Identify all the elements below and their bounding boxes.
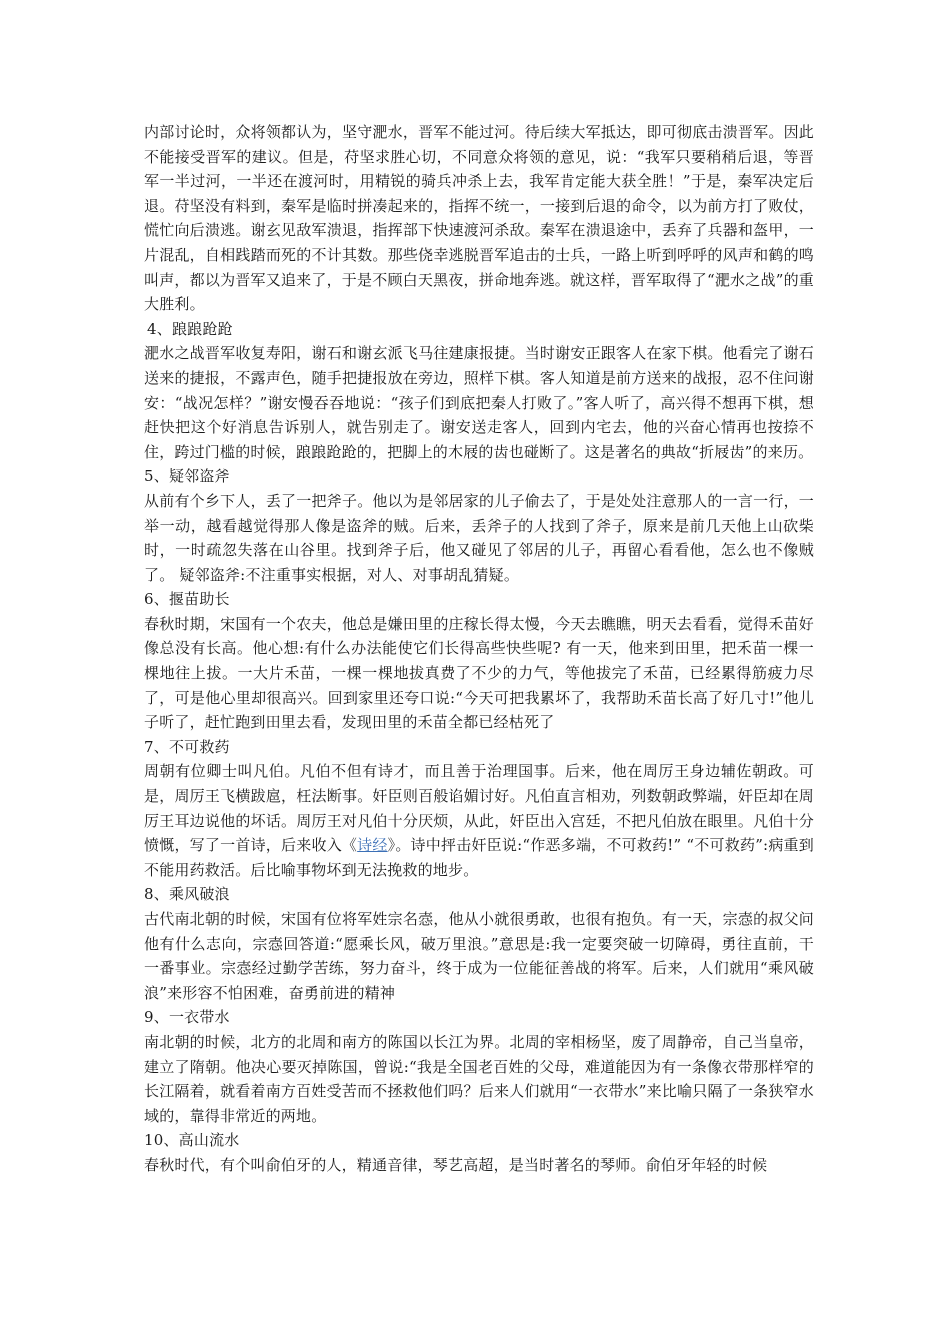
document-page xyxy=(144,120,814,1178)
heading-ya-miao-zhu-zhang: 6、揠苗助长 xyxy=(144,590,230,609)
heading-liangliang-qiangqiang: 4、踉踉跄跄 xyxy=(147,319,233,338)
heading-yi-yi-dai-shui: 9、一衣带水 xyxy=(144,1008,230,1027)
heading-bu-ke-jiu-yao: 7、不可救药 xyxy=(144,737,230,756)
paragraph-gao-shan-liu-shui: 春秋时代，有个叫俞伯牙的人，精通音律，琴艺高超，是当时著名的琴师。俞伯牙年轻的时候 xyxy=(144,1155,768,1174)
paragraph-yi-yi-dai-shui: 南北朝的时候，北方的北周和南方的陈国以长江为界。北周的宰相杨坚，废了周静帝，自己当皇帝，建立了隋朝。他决心要灭掉陈国，曾说:“我是全国老百姓的父母，难道能因为有一条像衣带那样窄的长江隔着，就看着南方百姓受苦而不拯救他们吗？后来人们就用“一衣带水”来比喻只隔了一条狭窄水域的，靠得非常近的两地。 xyxy=(144,1032,814,1125)
paragraph-cheng-feng-po-lang: 古代南北朝的时候，宋国有位将军姓宗名悫，他从小就很勇敢，也很有抱负。有一天，宗悫的叔父问他有什么志向，宗悫回答道:“愿乘长风，破万里浪。”意思是:我一定要突破一切障碍，勇往直前，干一番事业。宗悫经过勤学苦练，努力奋斗，终于成为一位能征善战的将军。后来，人们就用“乘风破浪”来形容不怕困难，奋勇前进的精神 xyxy=(144,910,814,1002)
paragraph-feishui-battle: 内部讨论时，众将领都认为，坚守淝水，晋军不能过河。待后续大军抵达，即可彻底击溃晋军。因此不能接受晋军的建议。但是，苻坚求胜心切，不同意众将领的意见，说：“我军只要稍稍后退，等晋军一半过河，一半还在渡河时，用精锐的骑兵冲杀上去，我军肯定能大获全胜！”于是，秦军决定后退。苻坚没有料到，秦军是临时拼凑起来的，指挥不统一，一接到后退的命令，以为前方打了败仗，慌忙向后溃逃。谢玄见敌军溃退，指挥部下快速渡河杀敌。秦军在溃退途中，丢弃了兵器和盔甲，一片混乱，自相践踏而死的不计其数。那些侥幸逃脱晋军追击的士兵，一路上听到呼呼的风声和鹤的鸣叫声，都以为晋军又追来了，于是不顾白天黑夜，拼命地奔逃。就这样，晋军取得了“淝水之战”的重大胜利。 xyxy=(144,123,814,314)
shijing-link[interactable]: 诗经 xyxy=(357,836,388,855)
paragraph-ya-miao-zhu-zhang: 春秋时期，宋国有一个农夫，他总是嫌田里的庄稼长得太慢，今天去瞧瞧，明天去看看，觉得禾苗好像总没有长高。他心想:有什么办法能使它们长得高些快些呢? 有一天，他来到田里，把禾苗一棵一棵地往上拔。一大片禾苗，一棵一棵地拔真费了不少的力气，等他拔完了禾苗，已经累得筋疲力尽了，可是他心里却很高兴。回到家里还夸口说:“今天可把我累坏了，我帮助禾苗长高了好几寸!”他儿子听了，赶忙跑到田里去看，发现田里的禾苗全都已经枯死了 xyxy=(144,614,814,732)
heading-gao-shan-liu-shui: 10、高山流水 xyxy=(144,1131,240,1150)
paragraph-liangliang-qiangqiang: 淝水之战晋军收复寿阳，谢石和谢玄派飞马往建康报捷。当时谢安正跟客人在家下棋。他看完了谢石送来的捷报，不露声色，随手把捷报放在旁边，照样下棋。客人知道是前方送来的战报，忍不住问谢安：“战况怎样？”谢安慢吞吞地说：“孩子们到底把秦人打败了。”客人听了，高兴得不想再下棋，想赶快把这个好消息告诉别人，就告别走了。谢安送走客人，回到内宅去，他的兴奋心情再也按捺不住，跨过门槛的时候，踉踉跄跄的，把脚上的木屐的齿也碰断了。这是著名的典故“折屐齿”的来历。 xyxy=(144,344,814,461)
heading-cheng-feng-po-lang: 8、乘风破浪 xyxy=(144,885,230,904)
paragraph-yi-lin-dao-fu: 从前有个乡下人，丢了一把斧子。他以为是邻居家的儿子偷去了，于是处处注意那人的一言一行，一举一动，越看越觉得那人像是盗斧的贼。后来，丢斧子的人找到了斧子，原来是前几天他上山砍柴时，一时疏忽失落在山谷里。找到斧子后，他又碰见了邻居的儿子，再留心看看他，怎么也不像贼了。 疑邻盗斧:不注重事实根据，对人、对事胡乱猜疑。 xyxy=(144,491,814,584)
heading-yi-lin-dao-fu: 5、疑邻盗斧 xyxy=(144,467,230,486)
paragraph-text-before-link: 周朝有位卿士叫凡伯。凡伯不但有诗才，而且善于治理国事。后来，他在周厉王身边辅佐朝政。可是，周厉王飞横跋扈，枉法断事。奸臣则百般谄媚讨好。凡伯直言相劝，列数朝政弊端，奸臣却在周厉王耳边说他的坏话。周厉王对凡伯十分厌烦，从此，奸臣出入宫廷，不把凡伯放在眼里。凡伯十分愤慨，写了一首诗，后来收入《 xyxy=(144,762,814,855)
paragraph-bu-ke-jiu-yao xyxy=(144,759,814,882)
paragraph-text-after-link: 》。诗中抨击奸臣说:“作恶多端，不可救药!” “不可救药”:病重到不能用药救活。后比喻事物坏到无法挽救的地步。 xyxy=(144,836,814,879)
